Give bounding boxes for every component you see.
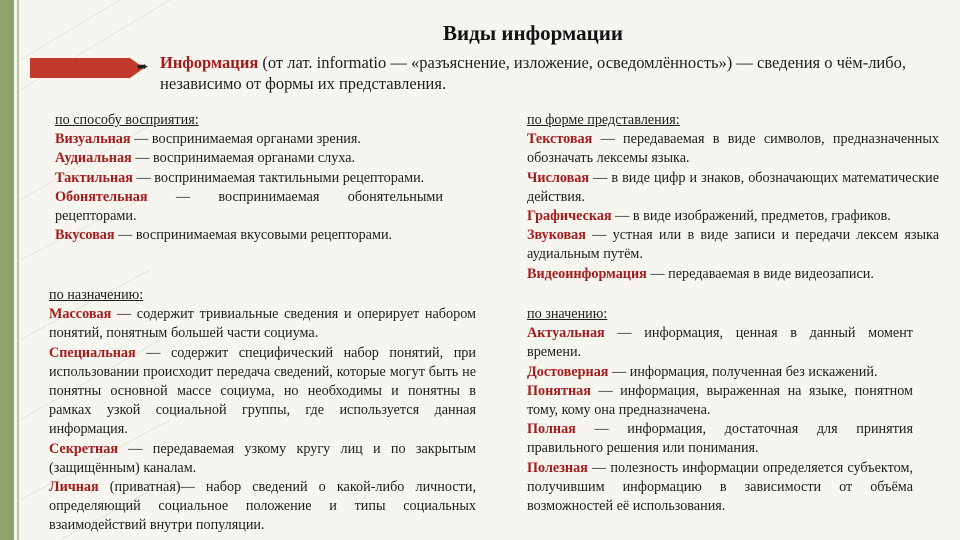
item-text: — полезность информации определяется субъектом, получившим информацию в зависимости от объёма возможностей её использования. <box>527 459 913 515</box>
item-term: Визуальная <box>55 131 131 148</box>
item-text: — воспринимаемая вкусовыми рецепторами. <box>114 227 393 244</box>
section-heading: по способу восприятия: <box>55 112 199 128</box>
intro-term: Информация <box>160 53 259 72</box>
item-text: — воспринимаемая тактильными рецепторами. <box>132 169 425 186</box>
list-item <box>527 382 913 420</box>
list-item <box>527 130 939 168</box>
item-text: — в виде изображений, предметов, графиков. <box>611 208 891 225</box>
list-item <box>55 169 443 188</box>
item-term: Личная <box>49 479 99 496</box>
slide-title: Виды информации <box>443 21 623 45</box>
list-item <box>55 188 443 226</box>
item-term: Полная <box>527 421 576 438</box>
list-item <box>527 324 913 362</box>
item-term: Понятная <box>527 382 591 399</box>
item-text: — информация, полученная без искажений. <box>608 363 878 380</box>
section-perception <box>55 111 443 245</box>
item-term: Вкусовая <box>55 227 115 244</box>
list-item <box>527 363 913 382</box>
item-term: Обонятельная <box>55 188 148 205</box>
item-text: — передаваемая узкому кругу лиц и по закрытым (защищённым) каналам. <box>49 440 476 476</box>
section-purpose <box>49 286 476 536</box>
item-term: Массовая <box>49 306 112 323</box>
item-term: Достоверная <box>527 363 609 380</box>
section-heading: по назначению: <box>49 287 144 303</box>
item-term: Видеоинформация <box>527 265 647 282</box>
list-item <box>527 420 913 458</box>
item-term: Числовая <box>527 169 590 186</box>
list-item <box>49 478 476 536</box>
list-item <box>527 207 939 226</box>
item-term: Тактильная <box>55 169 133 186</box>
item-text: — воспринимаемая органами слуха. <box>131 150 356 167</box>
arrow-bullet-icon: ➨ <box>137 60 149 75</box>
item-text: — передаваемая в виде видеозаписи. <box>646 265 874 282</box>
intro-paragraph <box>160 52 950 94</box>
item-term: Секретная <box>49 440 118 457</box>
item-text: — устная или в виде записи и передачи лексем языка аудиальным путём. <box>527 227 939 263</box>
section-heading: по значению: <box>527 306 608 322</box>
section-form <box>527 111 939 284</box>
item-text: — информация, достаточная для принятия правильного решения или понимания. <box>527 421 913 457</box>
intro-text: (от лат. informatio — «разъяснение, изложение, осведомлённость») — сведения о чём-либо, независимо от формы их представления. <box>160 53 907 93</box>
item-term: Полезная <box>527 459 588 476</box>
item-term: Специальная <box>49 344 136 361</box>
item-term: Текстовая <box>527 131 593 148</box>
item-text: — воспринимаемая органами зрения. <box>130 131 361 148</box>
item-text: — воспринимаемая обонятельными рецепторами. <box>55 188 443 225</box>
list-item <box>55 226 443 245</box>
list-item <box>527 226 939 264</box>
list-item <box>55 130 443 149</box>
list-item <box>527 169 939 207</box>
item-term: Аудиальная <box>55 150 132 167</box>
item-text: — информация, ценная в данный момент времени. <box>527 325 913 361</box>
item-text: — содержит специфический набор понятий, при использовании происходит передача сведений, которые могут быть не понятны основной массе социума, но необходимы и понятны в рамках узкой социальной группы, где используется данная информация. <box>49 344 476 438</box>
list-item <box>527 265 939 284</box>
item-text: — содержит тривиальные сведения и оперирует набором понятий, понятным большей части социума. <box>49 306 476 342</box>
item-text: — в виде цифр и знаков, обозначающих математические действия. <box>527 169 939 205</box>
section-meaning <box>527 305 913 516</box>
list-item <box>527 459 913 517</box>
list-item <box>49 305 476 343</box>
item-term: Звуковая <box>527 227 586 244</box>
item-text: — информация, выраженная на языке, понятном тому, кому она предназначена. <box>527 382 913 419</box>
list-item <box>49 440 476 478</box>
item-text: (приватная)— набор сведений о какой-либо личности, определяющий социальное положение и типы социальных взаимодействий внутри популяции. <box>49 479 476 534</box>
red-ribbon-marker <box>30 58 130 78</box>
section-heading: по форме представления: <box>527 112 680 128</box>
list-item <box>55 149 443 168</box>
item-text: — передаваемая в виде символов, предназначенных обозначать лексемы языка. <box>527 131 939 167</box>
item-term: Графическая <box>527 208 612 225</box>
item-term: Актуальная <box>527 325 605 342</box>
list-item <box>49 344 476 440</box>
